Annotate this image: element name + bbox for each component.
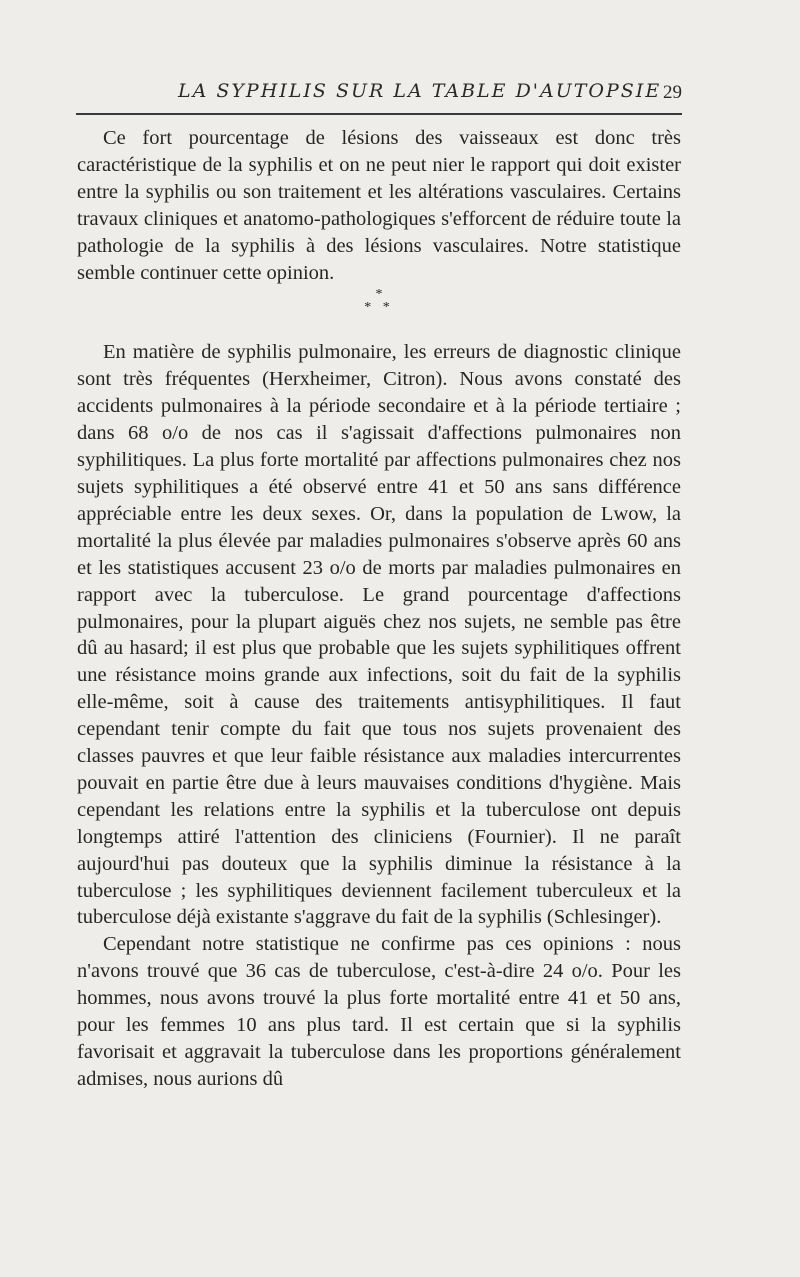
page-number: 29 <box>663 82 682 103</box>
asterism-top-star: * <box>375 287 383 303</box>
header-rule <box>76 113 682 115</box>
running-header <box>78 74 682 104</box>
paragraph-tuberculosis-statistics: Cependant notre statistique ne confirme pas ces opinions : nous n'avons trouvé que 36 cas de tuberculose, c'est-à-dire 24 o/o. Pour les hommes, nous avons trouvé la plus forte mortalité entre 41 et 50 ans, pour les femmes 10 ans plus tard. Il est certain que si la syphilis favorisait et aggravait la tuberculose dans les proportions généralement admises, nous aurions dû <box>77 933 681 1090</box>
asterism-bottom-stars: * * <box>364 300 394 316</box>
running-title: LA SYPHILIS SUR LA TABLE D'AUTOPSIE <box>178 80 662 102</box>
paragraph-pulmonary-syphilis: En matière de syphilis pulmonaire, les erreurs de diagnostic clinique sont très fréquentes (Herxheimer, Citron). Nous avons constaté des accidents pulmonaires à la période secondaire et à la période tertiaire ; dans 68 o/o de nos cas il s'agissait d'affections pulmonaires non syphilitiques. La plus forte mortalité par affections pulmonaires chez nos sujets syphilitiques a été observé entre 41 et 50 ans sans différence appréciable entre les deux sexes. Or, dans la population de Lwow, la mortalité la plus élevée par maladies pulmonaires s'observe après 60 ans et les statistiques accusent 23 o/o de morts par maladies pulmonaires en rapport avec la tuberculose. Le grand pourcentage d'affections pulmonaires, pour la plupart aiguës chez nos sujets, ne semble pas être dû au hasard; il est plus que probable que les sujets syphilitiques offrent une résistance moins grande aux infections, soit du fait de la syphilis elle-même, soit à cause des traitements antisyphilitiques. Il faut cependant tenir compte du fait que tous nos sujets provenaient des classes pauvres et que leur faible résistance aux maladies intercurrentes pouvait en partie être due à leurs mauvaises conditions d'hygiène. Mais cependant les relations entre la syphilis et la tuberculose ont depuis longtemps attiré l'attention des cliniciens (Fournier). Il ne paraît aujourd'hui pas douteux que la syphilis diminue la résistance à la tuberculose ; les syphilitiques deviennent facilement tuberculeux et la tuberculose déjà existante s'aggrave du fait de la syphilis (Schlesinger). <box>77 341 681 929</box>
paragraph-vascular-lesions: Ce fort pourcentage de lésions des vaisseaux est donc très caractéristique de la syphilis et on ne peut nier le rapport qui doit exister entre la syphilis ou son traitement et les altérations vasculaires. Certains travaux cliniques et anatomo-pathologiques s'efforcent de réduire toute la pathologie de la syphilis à des lésions vasculaires. Notre statistique semble continuer cette opinion. <box>77 127 681 284</box>
section-separator-asterism <box>77 286 681 339</box>
body-text <box>77 125 681 1093</box>
